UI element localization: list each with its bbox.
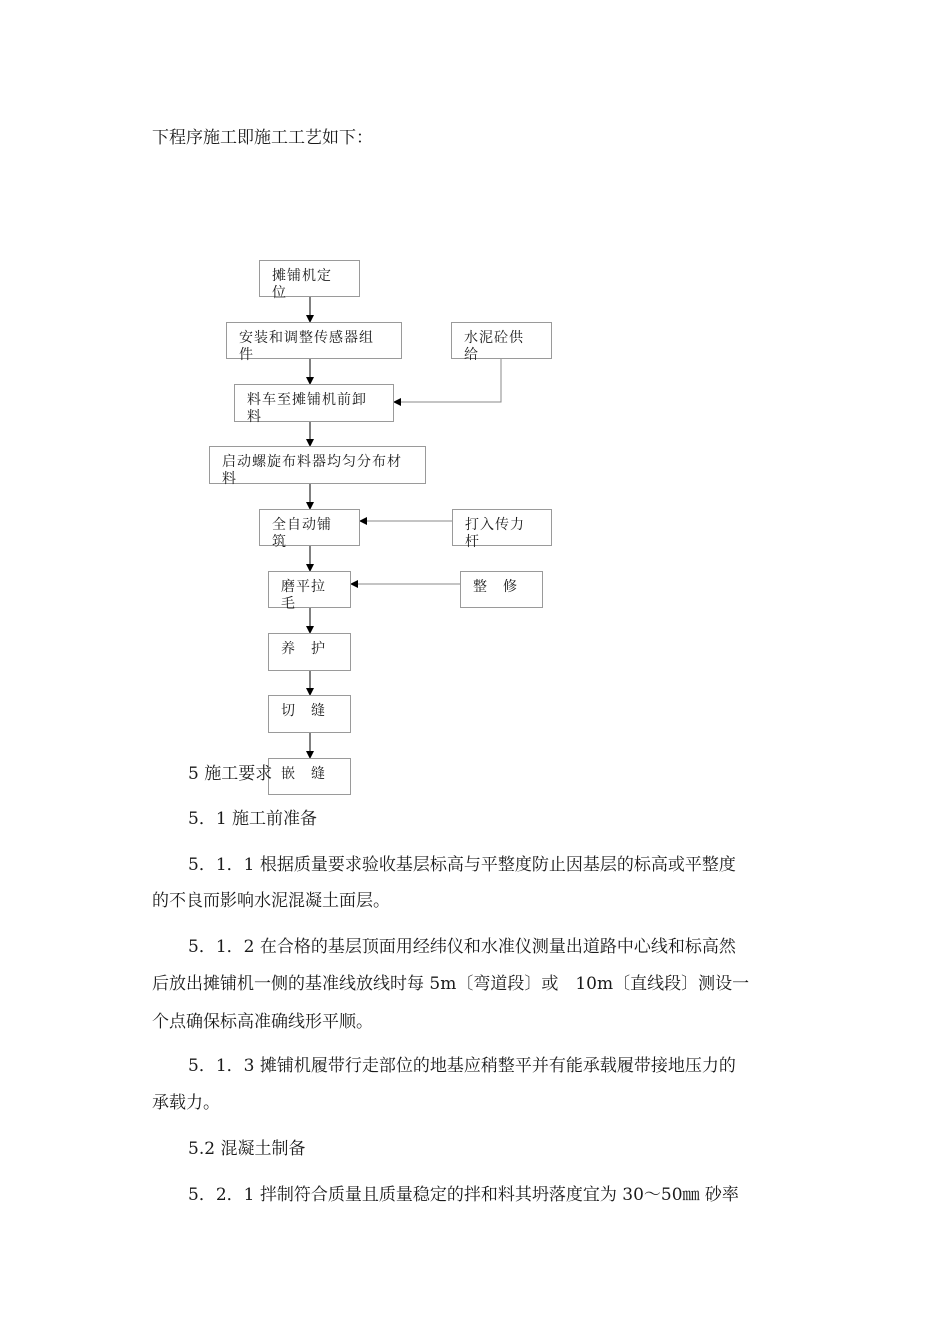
paragraph-5-1-2-line-3: 个点确保标高准确线形平顺。: [152, 1012, 373, 1032]
paragraph-5-1-2-line-1: 5．1．2 在合格的基层顶面用经纬仪和水准仪测量出道路中心线和标高然: [188, 937, 736, 957]
paragraph-5-2-1-line-1: 5．2．1 拌制符合质量且质量稳定的拌和料其坍落度宜为 30～50㎜ 砂率: [188, 1185, 739, 1205]
flow-box-spiral-distributor: 启动螺旋布料器均匀分布材 料: [209, 446, 426, 484]
flow-box-curing: 养 护: [268, 633, 351, 671]
arrow-b3-b4: [394, 359, 501, 402]
paragraph-5-1-1-line-1: 5．1．1 根据质量要求验收基层标高与平整度防止因基层的标高或平整度: [188, 855, 736, 875]
flow-box-paver-positioning: 摊铺机定 位: [259, 260, 360, 297]
paragraph-5-1-3-line-1: 5．1．3 摊铺机履带行走部位的地基应稍整平并有能承载履带接地压力的: [188, 1056, 736, 1076]
flow-box-joint-cutting: 切 缝: [268, 695, 351, 733]
flow-box-concrete-supply: 水泥砼供 给: [451, 322, 552, 359]
flow-box-truck-unloading: 料车至摊铺机前卸 料: [234, 384, 394, 422]
flow-box-install-sensors: 安装和调整传感器组 件: [226, 322, 402, 359]
paragraph-5-1-1-line-2: 的不良而影响水泥混凝土面层。: [152, 891, 390, 911]
section-5-2-title: 5.2 混凝土制备: [188, 1139, 306, 1159]
paragraph-5-1-3-line-2: 承载力。: [152, 1093, 220, 1113]
flow-box-finishing: 整 修: [460, 571, 543, 608]
section-5-title: 5 施工要求: [188, 764, 273, 784]
paragraph-5-1-2-line-2: 后放出摊铺机一侧的基准线放线时每 5m〔弯道段〕或 10m〔直线段〕测设一: [152, 974, 750, 994]
flow-box-auto-paving: 全自动铺 筑: [259, 509, 360, 546]
flow-box-joint-sealing: 嵌 缝: [268, 758, 351, 795]
intro-text: 下程序施工即施工工艺如下：: [152, 128, 373, 148]
section-5-1-title: 5．1 施工前准备: [188, 809, 318, 829]
flow-box-dowel-bars: 打入传力 杆: [452, 509, 552, 546]
flow-box-smoothing-texturing: 磨平拉 毛: [268, 571, 351, 608]
